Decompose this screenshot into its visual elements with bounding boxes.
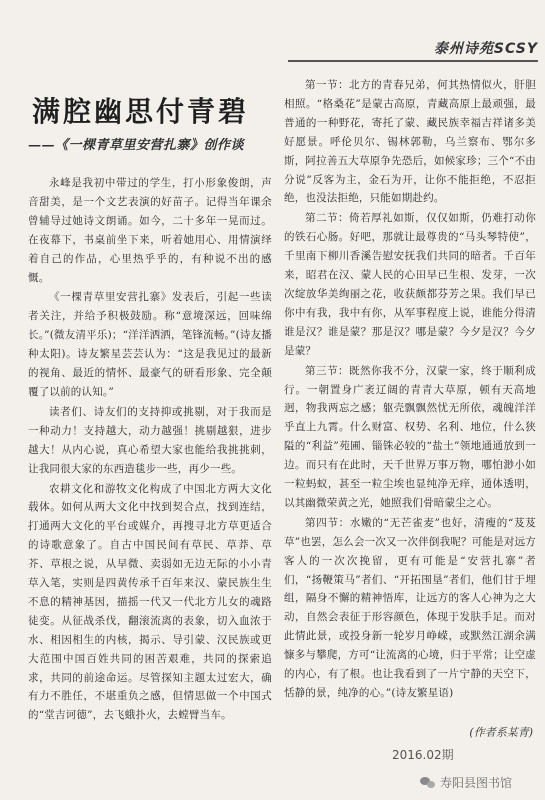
paragraph: 农耕文化和游牧文化构成了中国北方两大文化载体。如何从两大文化中找到契合点，找到连结，打通两大文化的平台或媒介，再搜寻北方草更适合的诗歌意象了。自古中国民间有草民、草莽、草芥、草根之说，从早微、卖弱如无边无际的小小青草入笔，实则是四黄传承千百年来汉、蒙民族生生不息的精神基因，描摇一代又一代北方儿女的魂路徒变。从征战杀伐，翻滚流离的表象，切入血浓于水、相因相生的内核，揭示、导引蒙、汉民族或更大范围中国百姓共同的困苦艰难，共同的探索追求，共同的前途命运。尽管探知主题太过宏大，确有力不胜任，不堪重负之感，但情思做一个中国式的“堂吉诃德”，去飞蛾扑火，去螳臂当车。 <box>28 482 272 722</box>
paragraph: 读者们、诗友们的支持抑或挑剔，对于我而是一种动力！支持越大，动力越强！挑剔越狠，进步越大！从内心说，真心希望大家也能给我挑挑刺，让我同很大家的东西造毯步一些，再少一些。 <box>28 405 272 475</box>
paragraph: 第二节：倚若厚礼如斯，仅仅如斯，仍难打动你的铁石心肠。好吧，那就让最尊贵的“马头琴特使”，千里南下柳川香溪告慰安抚我们共同的暗者。千百年来，昭君在汉、蒙人民的心田早已生根、发芽，一次次绽放华美绚丽之花，收获颇都芬芳之果。我们早已你中有我，我中有你，从军事程度上说，谁能分得清谁是汉？谁是蒙？那是汉？哪是蒙？今夕是汉？今夕是蒙？ <box>284 212 536 357</box>
left-column <box>28 174 272 726</box>
header-divider <box>288 60 538 62</box>
column-header-logo: 泰州诗苑SCSY <box>433 41 538 57</box>
author-note: (作者系某青) <box>469 726 533 739</box>
article-title: 满腔幽思付青碧 <box>32 95 250 128</box>
paragraph: 第一节：北方的青春兄弟，何其热情似火，肝胆相照。“格桑花”是蒙古高原，青藏高原上最顽强，最普通的一种野花，寄托了蒙、藏民族幸福吉祥诸多美好愿景。呼伦贝尔、锡林郭勒，乌兰察布、鄂尔多斯，阿拉善五大草原争先恐后，如候家珍；三个“不由分说”反客为主，金石为开，让你不能拒绝，不忍拒绝，也没法拒绝，只能如期赴约。 <box>284 79 536 205</box>
wechat-icon <box>420 775 436 789</box>
issue-number: 2016.02期 <box>392 748 454 762</box>
paragraph: 第三节：既然你我不分，汉蒙一家，终于顺利成行。一朝置身广袤辽阔的青青大草原，顿有天高地迥，物我两忘之感；躯壳飘飘然忧无所依，魂魄洋洋乎直上九霄。什么财富、权势、名利、地位，什么狭隘的“利益”苑圃、锱铢必较的“盐土”领地通通放到一边。而只有在此时，天千世界万事万物，哪怕渺小如一粒蚂蚁，甚至一粒尘埃也显纯净无痒，通体透明，以其幽微荣黄之光，她照我们骨暗蒙尘之心。 <box>284 364 536 509</box>
right-column <box>284 76 536 704</box>
paragraph: 《一棵青草里安营扎寨》发表后，引起一些读者关注，并给予积极鼓励。称“意境深远，回味绵长。”(微友清平乐)；“洋洋洒洒，笔锋流畅。”(诗友播种太阳)。诗友繁星芸芸认为：“这是我见过的最新的视角、最近的情怀、最豪气的研看形象、完全颠覆了以前的认知。” <box>28 291 272 398</box>
article-subtitle: ——《一棵青草里安营扎寨》创作谈 <box>28 138 245 153</box>
watermark <box>420 772 512 792</box>
paragraph: 第四节：水嫩的“无芒雀麦”也好，清瘦的“芨芨草”也罢，怎么会一次又一次伴倒我呢？可能是对远方客人的一次次挽留，更有可能是“安营扎寨”者们，“扬鞭策马”者们、“开拓围垦”者们，他们甘于埋组，隔身不懈的精神悟库，让远方的客人心神为之大动，自然会表征于形容颜色，体现于发肤手足。而对此情此景，或投身新一轮岁月峥嵘，或默然江湖余满慷多与攀爬，方可“让流离的心境，归于平常；让空虚的内心，有了根。也让我看到了一片宁静的天空下，恬静的景，纯净的心。”(诗友繁星语) <box>284 516 536 699</box>
watermark-text: 寿阳县图书馆 <box>440 775 513 790</box>
paragraph: 永峰是我初中带过的学生，打小形象俊朗，声音甜美，是一个文艺表演的好苗子。记得当年课余曾辅导过她诗文朗诵。如今，二十多年一晃而过。在夜幕下，书桌前坐下来，听着她用心、用情演绎着自己的作品，心里热乎乎的，有种说不出的感慨。 <box>28 177 272 284</box>
